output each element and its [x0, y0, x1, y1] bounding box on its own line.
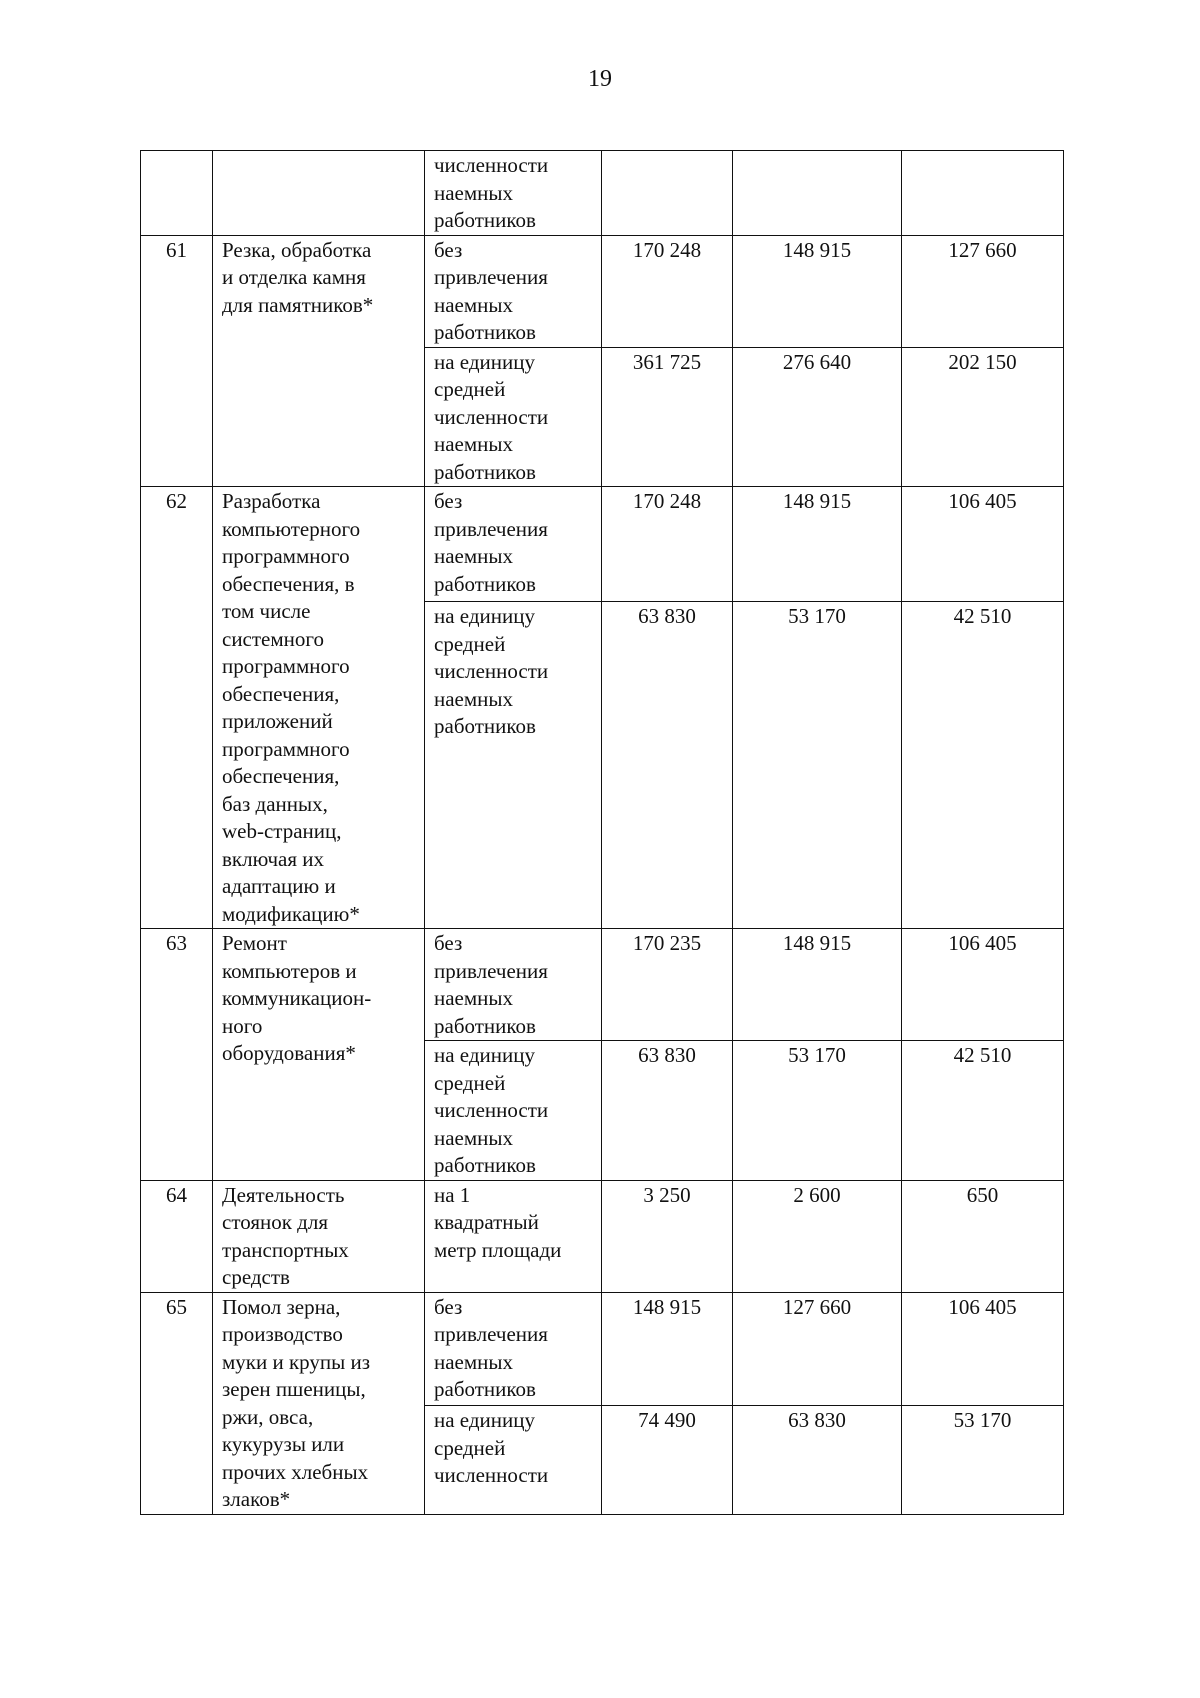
- value-cell: [902, 347, 1064, 487]
- value-text: 106 405: [948, 489, 1017, 513]
- unit-text: работников: [434, 459, 536, 484]
- unit-text: численности: [434, 1098, 549, 1122]
- unit-text: на единицу: [434, 1408, 535, 1433]
- unit-text: привлечения: [434, 265, 548, 289]
- unit-cell: [425, 487, 602, 602]
- activity-text: web-страниц,: [222, 819, 342, 843]
- value-cell: [902, 1406, 1064, 1514]
- unit-text: численности: [434, 404, 549, 429]
- activity-text: транспортных: [222, 1237, 349, 1262]
- unit-text: метр площади: [434, 1237, 562, 1262]
- unit-text: привлечения: [434, 1322, 548, 1346]
- value-text: 2 600: [793, 1182, 841, 1207]
- value-cell: [733, 1292, 902, 1406]
- activity-text: включая их: [222, 846, 325, 871]
- table-row: [141, 487, 1064, 602]
- activity-text: средств: [222, 1265, 290, 1289]
- unit-cell: [425, 929, 602, 1041]
- unit-text: работников: [434, 1377, 536, 1401]
- activity-text: производство: [222, 1322, 343, 1346]
- unit-text: квадратный: [434, 1210, 539, 1234]
- activity-text: баз данных,: [222, 791, 328, 816]
- unit-text: без: [434, 1294, 463, 1319]
- activity-text: адаптацию и: [222, 874, 336, 898]
- value-cell: [602, 235, 733, 347]
- unit-cell: [425, 235, 602, 347]
- activity-text: обеспечения,: [222, 681, 340, 706]
- unit-text: без: [434, 931, 463, 955]
- value-text: 63 830: [638, 1043, 696, 1067]
- activity-text: ржи, овса,: [222, 1404, 314, 1429]
- value-cell: [902, 929, 1064, 1041]
- value-text: 148 915: [632, 1294, 702, 1319]
- activity-text: системного: [222, 626, 324, 651]
- value-text: 42 510: [953, 1043, 1012, 1067]
- activity-text: компьютеров и: [222, 958, 357, 983]
- value-cell: [602, 1406, 733, 1514]
- row-number: 65: [166, 1294, 187, 1319]
- unit-text: работников: [434, 320, 536, 344]
- activity-text: Деятельность: [222, 1182, 345, 1207]
- unit-text: привлечения: [434, 958, 548, 983]
- unit-text: работников: [434, 1153, 536, 1177]
- activity-cell: [213, 1180, 425, 1292]
- value-text: 127 660: [948, 237, 1017, 262]
- page-number: 19: [588, 66, 612, 92]
- activity-text: программного: [222, 544, 350, 568]
- value-text: 148 915: [782, 931, 852, 955]
- value-text: 63 830: [788, 1408, 846, 1433]
- unit-cell: [425, 347, 602, 487]
- activity-text: Резка, обработка: [222, 237, 372, 262]
- value-cell: [602, 487, 733, 602]
- value-text: 53 170: [788, 1043, 846, 1067]
- value-cell: [733, 235, 902, 347]
- value-cell: [902, 1292, 1064, 1406]
- unit-text: средней: [434, 1435, 506, 1460]
- activity-text: стоянок для: [222, 1210, 328, 1234]
- unit-cell: [425, 151, 602, 236]
- activity-text: прочих хлебных: [222, 1459, 369, 1484]
- unit-text: без: [434, 489, 463, 513]
- unit-text: на 1: [434, 1182, 471, 1207]
- row-number: 64: [166, 1182, 187, 1207]
- unit-text: наемных: [434, 1125, 514, 1150]
- unit-text: наемных: [434, 292, 514, 317]
- unit-text: работников: [434, 714, 536, 739]
- activity-text: обеспечения, в: [222, 571, 355, 596]
- value-cell: [733, 929, 902, 1041]
- value-text: 361 725: [632, 349, 702, 374]
- unit-cell: [425, 1406, 602, 1514]
- row-number-cell: [141, 929, 213, 1181]
- value-text: 202 150: [948, 349, 1017, 374]
- row-number: 63: [166, 931, 187, 955]
- value-cell: [602, 1180, 733, 1292]
- value-text: 148 915: [782, 237, 852, 262]
- unit-text: работников: [434, 208, 536, 232]
- unit-text: работников: [434, 571, 536, 596]
- value-cell: [733, 151, 902, 236]
- value-cell: [602, 929, 733, 1041]
- value-text: 63 830: [638, 604, 696, 629]
- activity-text: том числе: [222, 599, 311, 623]
- value-text: 170 248: [632, 237, 702, 262]
- unit-cell: [425, 1292, 602, 1406]
- value-text: 148 915: [782, 489, 852, 513]
- table-body: [141, 151, 1064, 1515]
- unit-text: наемных: [434, 986, 514, 1010]
- row-number: 62: [166, 489, 187, 513]
- activity-text: ного: [222, 1013, 263, 1038]
- table-row: [141, 151, 1064, 236]
- table-row: [141, 235, 1064, 347]
- value-cell: [902, 602, 1064, 929]
- activity-text: программного: [222, 736, 350, 761]
- activity-text: злаков*: [222, 1487, 291, 1511]
- activity-text: Разработка: [222, 489, 321, 513]
- unit-text: работников: [434, 1013, 536, 1038]
- unit-text: наемных: [434, 180, 514, 205]
- activity-text: кукурузы или: [222, 1432, 345, 1456]
- value-cell: [733, 1180, 902, 1292]
- value-text: 3 250: [643, 1182, 691, 1207]
- activity-cell: [213, 151, 425, 236]
- activity-cell: [213, 235, 425, 487]
- unit-text: численности: [434, 1463, 549, 1488]
- activity-text: обеспечения,: [222, 764, 340, 788]
- activity-text: коммуникацион-: [222, 986, 372, 1010]
- unit-text: средней: [434, 631, 506, 656]
- activity-text: приложений: [222, 709, 333, 733]
- value-text: 170 248: [632, 489, 702, 513]
- value-text: 127 660: [782, 1294, 852, 1319]
- value-text: 53 170: [953, 1408, 1012, 1433]
- value-cell: [733, 347, 902, 487]
- value-cell: [602, 151, 733, 236]
- activity-text: программного: [222, 654, 350, 678]
- activity-text: для памятников*: [222, 292, 374, 317]
- value-text: 170 235: [632, 931, 702, 955]
- unit-text: на единицу: [434, 1043, 535, 1067]
- table-row: [141, 1180, 1064, 1292]
- row-number-cell: [141, 1292, 213, 1514]
- row-number-cell: [141, 1180, 213, 1292]
- value-cell: [602, 1292, 733, 1406]
- tariff-table: [140, 150, 1064, 1515]
- activity-text: модификацию*: [222, 901, 360, 926]
- value-text: 74 490: [638, 1408, 696, 1433]
- row-number-cell: [141, 151, 213, 236]
- unit-text: наемных: [434, 432, 514, 456]
- value-cell: [902, 151, 1064, 236]
- unit-text: без: [434, 237, 463, 262]
- row-number-cell: [141, 235, 213, 487]
- value-text: 650: [966, 1182, 999, 1207]
- table-row: [141, 929, 1064, 1041]
- activity-text: оборудования*: [222, 1041, 356, 1065]
- row-number-cell: [141, 487, 213, 929]
- table-row: [141, 1292, 1064, 1406]
- value-cell: [733, 602, 902, 929]
- value-cell: [902, 1041, 1064, 1181]
- value-cell: [733, 1406, 902, 1514]
- unit-text: средней: [434, 377, 506, 401]
- value-cell: [602, 1041, 733, 1181]
- value-cell: [902, 1180, 1064, 1292]
- value-cell: [602, 347, 733, 487]
- unit-text: наемных: [434, 1349, 514, 1374]
- unit-text: на единицу: [434, 604, 535, 629]
- unit-text: численности: [434, 659, 549, 684]
- value-text: 276 640: [782, 349, 852, 374]
- value-cell: [902, 487, 1064, 602]
- value-text: 53 170: [788, 604, 846, 629]
- value-cell: [602, 602, 733, 929]
- activity-text: Ремонт: [222, 931, 287, 955]
- unit-text: привлечения: [434, 516, 548, 541]
- unit-text: на единицу: [434, 349, 535, 374]
- activity-text: и отделка камня: [222, 265, 366, 289]
- unit-cell: [425, 1041, 602, 1181]
- value-text: 42 510: [953, 604, 1012, 629]
- value-text: 106 405: [948, 931, 1017, 955]
- activity-text: муки и крупы из: [222, 1349, 371, 1374]
- value-text: 106 405: [948, 1294, 1017, 1319]
- unit-text: наемных: [434, 686, 514, 711]
- value-cell: [902, 235, 1064, 347]
- unit-text: наемных: [434, 544, 514, 568]
- activity-cell: [213, 929, 425, 1181]
- unit-text: средней: [434, 1070, 506, 1095]
- activity-text: Помол зерна,: [222, 1294, 341, 1319]
- activity-text: зерен пшеницы,: [222, 1377, 366, 1401]
- activity-text: компьютерного: [222, 516, 361, 541]
- activity-cell: [213, 1292, 425, 1514]
- value-cell: [733, 1041, 902, 1181]
- row-number: 61: [166, 237, 187, 262]
- unit-text: численности: [434, 153, 549, 177]
- value-cell: [733, 487, 902, 602]
- activity-cell: [213, 487, 425, 929]
- unit-cell: [425, 602, 602, 929]
- unit-cell: [425, 1180, 602, 1292]
